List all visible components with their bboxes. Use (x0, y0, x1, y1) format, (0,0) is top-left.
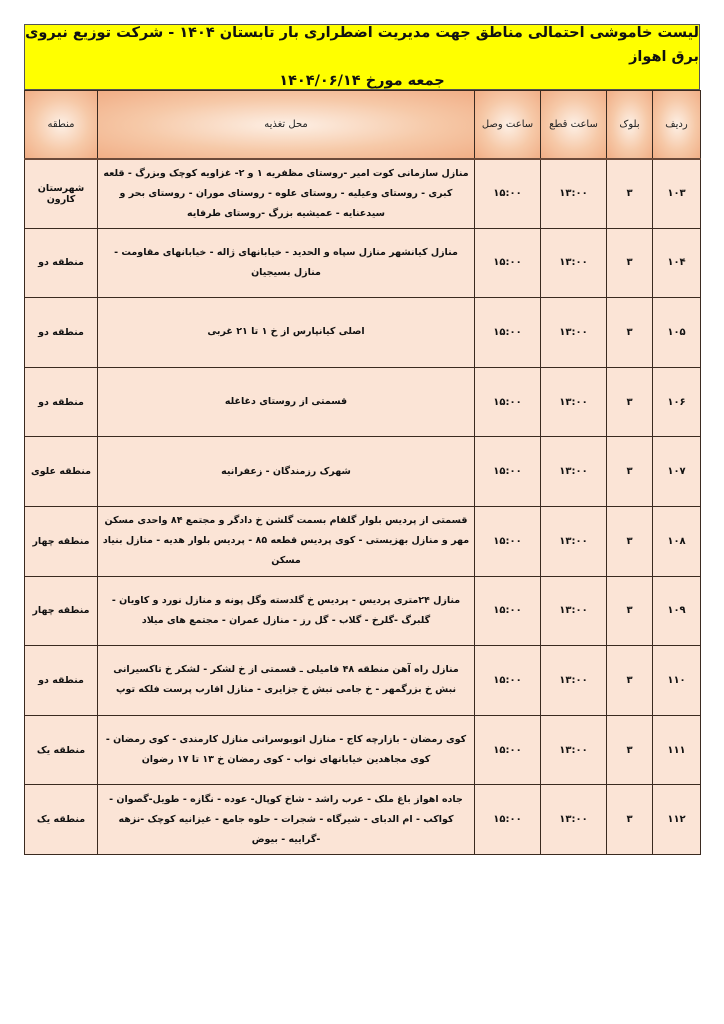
cell-row-number: ۱۱۲ (653, 785, 701, 855)
cell-cut-time: ۱۳:۰۰ (541, 576, 607, 646)
cell-area: منطقه دو (25, 367, 98, 437)
header-cut-time: ساعت قطع (541, 91, 607, 159)
table-row (25, 228, 701, 298)
cell-block: ۳ (607, 159, 653, 229)
table-row (25, 785, 701, 855)
cell-cut-time: ۱۳:۰۰ (541, 506, 607, 576)
title-banner (24, 24, 700, 90)
cell-block: ۳ (607, 437, 653, 507)
table-row (25, 298, 701, 368)
cell-block: ۳ (607, 298, 653, 368)
table-row (25, 576, 701, 646)
cell-row-number: ۱۰۴ (653, 228, 701, 298)
header-connect-time: ساعت وصل (475, 91, 541, 159)
cell-cut-time: ۱۳:۰۰ (541, 785, 607, 855)
cell-connect-time: ۱۵:۰۰ (475, 646, 541, 716)
cell-location: منازل راه آهن منطقه ۴۸ فامیلی ـ قسمتی از خ لشکر - لشکر خ تاکسیرانی نبش خ بزرگمهر - خ جامی نبش خ جزایری - منازل اقارب پرست فلکه توپ (98, 646, 475, 716)
cell-cut-time: ۱۳:۰۰ (541, 228, 607, 298)
header-location: محل تغذیه (98, 91, 475, 159)
cell-area: منطقه دو (25, 298, 98, 368)
header-block: بلوک (607, 91, 653, 159)
table-row (25, 367, 701, 437)
cell-row-number: ۱۱۱ (653, 715, 701, 785)
table-row (25, 715, 701, 785)
cell-block: ۳ (607, 785, 653, 855)
cell-cut-time: ۱۳:۰۰ (541, 367, 607, 437)
table-row (25, 437, 701, 507)
cell-connect-time: ۱۵:۰۰ (475, 298, 541, 368)
cell-location: قسمتی از پردیس بلوار گلفام بسمت گلشن خ دادگر و مجتمع ۸۴ واحدی مسکن مهر و منازل بهزیستی - کوی پردیس قطعه ۸۵ - پردیس بلوار هدیه - منازل بنیاد مسکن (98, 506, 475, 576)
cell-location: قسمتی از روستای دغاغله (98, 367, 475, 437)
cell-row-number: ۱۰۸ (653, 506, 701, 576)
cell-block: ۳ (607, 576, 653, 646)
cell-block: ۳ (607, 228, 653, 298)
cell-area: منطقه چهار (25, 576, 98, 646)
cell-location: شهرک رزمندگان - زعفرانیه (98, 437, 475, 507)
table-row (25, 646, 701, 716)
cell-connect-time: ۱۵:۰۰ (475, 785, 541, 855)
cell-block: ۳ (607, 646, 653, 716)
cell-area: منطقه علوی (25, 437, 98, 507)
cell-location: منازل کیانشهر منازل سپاه و الحدید - خیابانهای ژاله - خیابانهای مقاومت - منازل بسیجیان (98, 228, 475, 298)
cell-connect-time: ۱۵:۰۰ (475, 437, 541, 507)
page-title: لیست خاموشی احتمالی مناطق جهت مدیریت اضطراری بار تابستان ۱۴۰۴ - شرکت توزیع نیروی برق اهواز (25, 25, 699, 65)
cell-area: منطقه دو (25, 228, 98, 298)
outage-table (24, 90, 701, 855)
outage-schedule-sheet (24, 24, 700, 855)
header-area: منطقه (25, 91, 98, 159)
table-header-row (25, 91, 701, 159)
cell-block: ۳ (607, 506, 653, 576)
cell-location: منازل ۲۴متری پردیس - پردیس خ گلدسته وگل پونه و منازل نورد و کاویان - گلبرگ -گلرخ - گلاب - گل رز - منازل عمران - مجتمع های میلاد (98, 576, 475, 646)
cell-cut-time: ۱۳:۰۰ (541, 437, 607, 507)
cell-cut-time: ۱۳:۰۰ (541, 646, 607, 716)
table-row (25, 159, 701, 229)
cell-connect-time: ۱۵:۰۰ (475, 159, 541, 229)
cell-row-number: ۱۰۶ (653, 367, 701, 437)
cell-connect-time: ۱۵:۰۰ (475, 715, 541, 785)
cell-row-number: ۱۱۰ (653, 646, 701, 716)
cell-location: جاده اهواز باغ ملک - عرب راشد - شاخ کوپال- عوده - نگازه - طویل-گصوان - کواکب - ام الدبای - شیرگاه - شجرات - حلوه جامع - غیزانیه کوچک -نزهه -گراییه - بیوض (98, 785, 475, 855)
cell-location: منازل سازمانی کوت امیر -روستای مظفریه ۱ و ۲- غزاویه کوچک وبزرگ - قلعه کبری - روستای وعیلیه - روستای علوه - روستای موران - روستای بحر و سیدعنایه - عمیشیه بزرگ -روستای طرفایه (98, 159, 475, 229)
cell-location: اصلی کیانپارس از خ ۱ تا ۲۱ غربی (98, 298, 475, 368)
cell-area: منطقه یک (25, 785, 98, 855)
cell-cut-time: ۱۳:۰۰ (541, 159, 607, 229)
cell-location: کوی رمضان - بازارچه کاج - منازل اتوبوسرانی منازل کارمندی - کوی رمضان - کوی مجاهدین خیابانهای نواب - کوی رمضان خ ۱۳ تا ۱۷ رضوان (98, 715, 475, 785)
cell-block: ۳ (607, 715, 653, 785)
cell-connect-time: ۱۵:۰۰ (475, 576, 541, 646)
cell-cut-time: ۱۳:۰۰ (541, 715, 607, 785)
cell-area: منطقه دو (25, 646, 98, 716)
cell-cut-time: ۱۳:۰۰ (541, 298, 607, 368)
cell-row-number: ۱۰۵ (653, 298, 701, 368)
cell-row-number: ۱۰۳ (653, 159, 701, 229)
cell-area: منطقه چهار (25, 506, 98, 576)
page-date: جمعه مورخ ۱۴۰۴/۰۶/۱۴ (279, 73, 445, 89)
cell-row-number: ۱۰۷ (653, 437, 701, 507)
cell-block: ۳ (607, 367, 653, 437)
cell-area: منطقه یک (25, 715, 98, 785)
table-row (25, 506, 701, 576)
cell-connect-time: ۱۵:۰۰ (475, 506, 541, 576)
header-row-number: ردیف (653, 91, 701, 159)
cell-area: شهرستان کارون (25, 159, 98, 229)
cell-connect-time: ۱۵:۰۰ (475, 367, 541, 437)
cell-row-number: ۱۰۹ (653, 576, 701, 646)
cell-connect-time: ۱۵:۰۰ (475, 228, 541, 298)
